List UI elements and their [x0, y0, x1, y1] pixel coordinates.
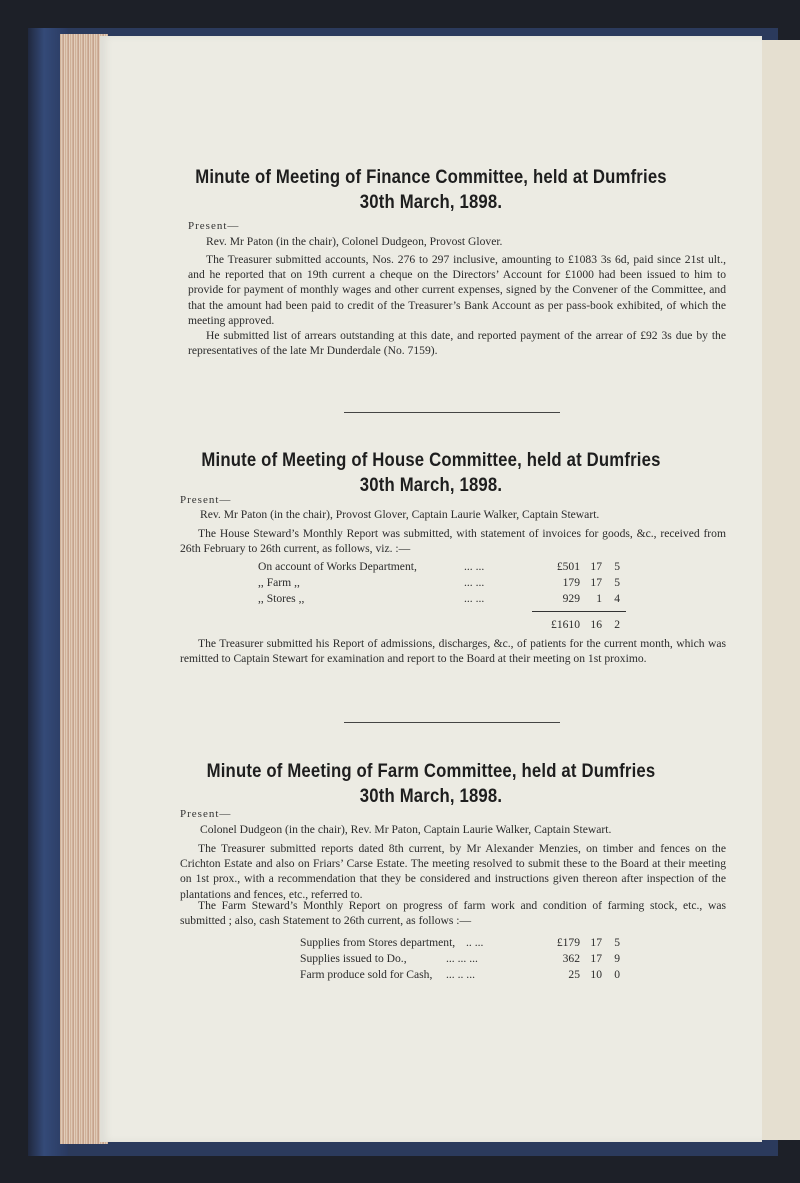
finance-title-line1: Minute of Meeting of Finance Committee, held at Dumfries — [195, 167, 667, 188]
house-title-line1: Minute of Meeting of House Committee, held at Dumfries — [201, 450, 661, 471]
facing-page — [762, 40, 800, 1140]
house-title-line2: 30th March, 1898. — [359, 475, 503, 496]
section-divider — [344, 412, 560, 413]
house-paragraph-1: The House Steward’s Monthly Report was submitted, with statement of invoices for goods, &c., received from 26th February to 26th current, as follows, viz. :— — [180, 527, 726, 556]
farm-title-line2: 30th March, 1898. — [359, 786, 503, 807]
section-divider — [344, 722, 560, 723]
finance-title-line2: 30th March, 1898. — [359, 192, 503, 213]
farm-paragraph-1: The Treasurer submitted reports dated 8th current, by Mr Alexander Menzies, on timber and fences on the Crichton Estate and also on Friars’ Carse Estate. The meeting resolved to submit these to the Board at their meeting on 1st prox., with a recommendation that they be considered and instructions given thereon after inspection of the plantations and fences, etc., referred to. — [180, 842, 726, 901]
finance-present-label: Present— — [188, 220, 240, 232]
house-paragraph-2: The Treasurer submitted his Report of admissions, discharges, &c., of patients for the current month, which was remitted to Captain Stewart for examination and report to the Board at their meeting on 1st proximo. — [180, 637, 726, 666]
house-present-label: Present— — [180, 494, 232, 506]
farm-present-label: Present— — [180, 808, 232, 820]
finance-paragraph-1: The Treasurer submitted accounts, Nos. 276 to 297 inclusive, amounting to £1083 3s 6d, paid since 21st ult., and he reported that on 19th current a cheque on the Directors’ Account for £1000 had been issued to him to provide for payment of monthly wages and other current expenses, signed by the Convener of the Committee, and that the amount had been paid to credit of the Treasurer’s Bank Account as per pass-book exhibited, of which the meeting approved. — [188, 253, 726, 327]
finance-paragraph-2: He submitted list of arrears outstanding at this date, and reported payment of the arrear of £92 3s due by the representatives of the late Mr Dunderdale (No. 7159). — [188, 329, 726, 358]
document-page: Minute of Meeting of Finance Committee, held at Dumfries 30th March, 1898. Present— Rev. Mr Paton (in the chair), Colonel Dudgeon, Provost Glover. The Treasurer submitted accounts, Nos. 276 to 297 inclusive, amounting to £1083 3s 6d, paid since 21st ult., and he reported that on 19th current a cheque on the Directors’ Account for £1000 had been issued to him to provide for payment of monthly wages and other current expenses, signed by the Convener of the Committee, and that the amount had been paid to credit of the Treasurer’s Bank Account as per pass-book exhibited, of which the meeting approved. He submitted list of arrears outstanding at this date, and reported payment of the arrear of £92 3s due by the representatives of the late Mr Dunderdale (No. 7159). Minute of Meeting of House Committee, held at Dumfries 30th March, 1898. Present— Rev. Mr Paton (in the chair), Provost Glover, Captain Laurie Walker, Captain Stewart. The House Steward’s Monthly Report was submitted, with statement of invoices for goods, &c., received from 26th February to 26th current, as follows, viz. :— On account of Works Department, ... ... £501 17 5 ,, Farm ,, ... ... 179 17 5 ,, Stores ,, ... ... 929 1 4 £1610 16 2 The Treasurer submitted his Report of admissions, discharges, &c., of patients for the current month, which was remitted to Captain Stewart for examination and report to the Board at their meeting on 1st proximo. Minute of Meeting of Farm Committee, held at Dumfries 30th March, 1898. Present— Colonel Dudgeon (in the chair), Rev. Mr Paton, Captain Laurie Walker, Captain Stewart. The Treasurer submitted reports dated 8th current, by Mr Alexander Menzies, on timber and fences on the Crichton Estate and also on Friars’ Carse Estate. The meeting resolved to submit these to the Board at their meeting on 1st prox., with a recommendation that they be considered and instructions given thereon after inspection of the plantations and fences, etc., referred to. The Farm Steward’s Monthly Report on progress of farm work and condition of farming stock, etc., was submitted ; also, cash Statement to 26th current, as follows :— Supplies from Stores department, .. ... £179 17 5 Supplies issued to Do., ... ... ... 362 17 9 Farm produce sold for Cash, ... .. ... 25 10 0 — [100, 36, 762, 1142]
farm-present-names: Colonel Dudgeon (in the chair), Rev. Mr Paton, Captain Laurie Walker, Captain Stewart. — [200, 823, 612, 836]
total-rule — [532, 611, 626, 612]
farm-paragraph-2: The Farm Steward’s Monthly Report on progress of farm work and condition of farming stock, etc., was submitted ; also, cash Statement to 26th current, as follows :— — [180, 899, 726, 928]
finance-present-names: Rev. Mr Paton (in the chair), Colonel Dudgeon, Provost Glover. — [206, 235, 503, 248]
farm-title-line1: Minute of Meeting of Farm Committee, held at Dumfries — [206, 761, 656, 782]
house-present-names: Rev. Mr Paton (in the chair), Provost Glover, Captain Laurie Walker, Captain Stewart. — [200, 508, 600, 521]
